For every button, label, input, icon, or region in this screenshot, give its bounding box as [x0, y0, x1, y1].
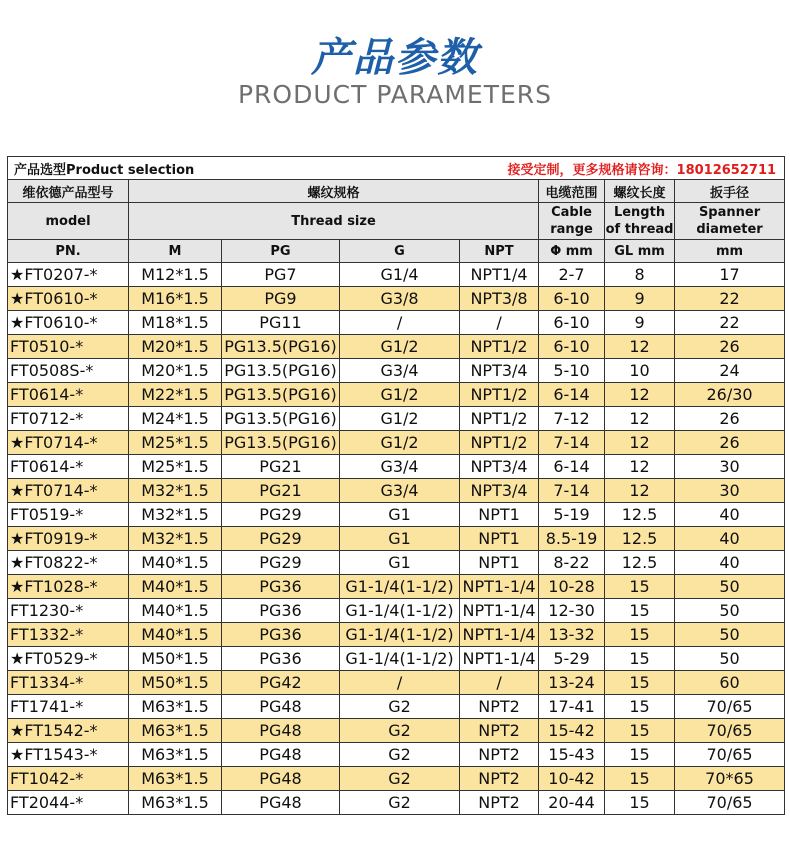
cell-pg: PG48 — [222, 743, 340, 767]
cell-m: M32*1.5 — [129, 527, 222, 551]
table-row — [8, 743, 785, 767]
header-m: M — [129, 240, 222, 263]
cell-cable: 5-19 — [539, 503, 605, 527]
header-length-cn: 螺纹长度 — [605, 180, 675, 203]
cell-cable: 6-14 — [539, 383, 605, 407]
cell-spanner: 22 — [675, 287, 785, 311]
table-row — [8, 671, 785, 695]
cell-spanner: 50 — [675, 575, 785, 599]
cell-gl: 12 — [605, 335, 675, 359]
cell-g: G3/4 — [340, 479, 460, 503]
cell-spanner: 40 — [675, 503, 785, 527]
selection-label: 产品选型Product selection — [8, 157, 460, 180]
cell-cable: 12-30 — [539, 599, 605, 623]
header-cable-unit: Φ mm — [539, 240, 605, 263]
cell-pn: ★FT0610-* — [8, 287, 129, 311]
cell-pn: ★FT0207-* — [8, 263, 129, 287]
table-row — [8, 431, 785, 455]
cell-spanner: 40 — [675, 527, 785, 551]
cell-pn: FT1042-* — [8, 767, 129, 791]
table-row — [8, 335, 785, 359]
cell-g: G3/4 — [340, 359, 460, 383]
cell-gl: 15 — [605, 791, 675, 815]
cell-cable: 6-10 — [539, 287, 605, 311]
cell-spanner: 22 — [675, 311, 785, 335]
cell-g: / — [340, 311, 460, 335]
table-row — [8, 503, 785, 527]
header-pn: PN. — [8, 240, 129, 263]
cell-g: G1-1/4(1-1/2) — [340, 647, 460, 671]
cell-spanner: 40 — [675, 551, 785, 575]
cell-pg: PG48 — [222, 791, 340, 815]
cell-g: G1/2 — [340, 383, 460, 407]
cell-m: M12*1.5 — [129, 263, 222, 287]
cell-pn: FT2044-* — [8, 791, 129, 815]
cell-pg: PG48 — [222, 767, 340, 791]
cell-spanner: 70/65 — [675, 743, 785, 767]
cell-cable: 7-14 — [539, 479, 605, 503]
cell-pg: PG9 — [222, 287, 340, 311]
cell-pg: PG29 — [222, 527, 340, 551]
cell-g: G2 — [340, 743, 460, 767]
cell-gl: 8 — [605, 263, 675, 287]
cell-pg: PG48 — [222, 695, 340, 719]
cell-pg: PG36 — [222, 599, 340, 623]
cell-g: G1-1/4(1-1/2) — [340, 599, 460, 623]
cell-gl: 15 — [605, 767, 675, 791]
cell-spanner: 70/65 — [675, 695, 785, 719]
cell-pg: PG13.5(PG16) — [222, 383, 340, 407]
cell-cable: 7-14 — [539, 431, 605, 455]
cell-m: M16*1.5 — [129, 287, 222, 311]
cell-spanner: 30 — [675, 479, 785, 503]
cell-cable: 6-10 — [539, 335, 605, 359]
cell-pn: FT0519-* — [8, 503, 129, 527]
cell-spanner: 30 — [675, 455, 785, 479]
cell-g: G3/4 — [340, 455, 460, 479]
header-g: G — [340, 240, 460, 263]
cell-npt: NPT1/4 — [460, 263, 539, 287]
cell-pn: FT0614-* — [8, 455, 129, 479]
cell-pn: ★FT0714-* — [8, 479, 129, 503]
cell-pg: PG13.5(PG16) — [222, 407, 340, 431]
cell-pg: PG42 — [222, 671, 340, 695]
table-row — [8, 551, 785, 575]
cell-spanner: 50 — [675, 599, 785, 623]
header-cable-cn: 电缆范围 — [539, 180, 605, 203]
cell-gl: 15 — [605, 695, 675, 719]
cell-cable: 6-10 — [539, 311, 605, 335]
cell-m: M63*1.5 — [129, 695, 222, 719]
table-row — [8, 599, 785, 623]
cell-cable: 13-24 — [539, 671, 605, 695]
cell-m: M63*1.5 — [129, 791, 222, 815]
cell-cable: 2-7 — [539, 263, 605, 287]
header-length-unit: GL mm — [605, 240, 675, 263]
cell-npt: NPT1-1/4 — [460, 575, 539, 599]
cell-pn: ★FT1028-* — [8, 575, 129, 599]
cell-g: G2 — [340, 767, 460, 791]
cell-m: M20*1.5 — [129, 335, 222, 359]
cell-gl: 12.5 — [605, 551, 675, 575]
table-row — [8, 407, 785, 431]
cell-pn: ★FT0822-* — [8, 551, 129, 575]
cell-pg: PG36 — [222, 647, 340, 671]
cell-gl: 12 — [605, 479, 675, 503]
cell-pg: PG36 — [222, 575, 340, 599]
cell-cable: 8.5-19 — [539, 527, 605, 551]
cell-gl: 12.5 — [605, 527, 675, 551]
table-row — [8, 575, 785, 599]
header-row-en — [8, 203, 785, 240]
cell-pg: PG13.5(PG16) — [222, 335, 340, 359]
cell-pn: FT1741-* — [8, 695, 129, 719]
cell-g: / — [340, 671, 460, 695]
cell-pn: FT1230-* — [8, 599, 129, 623]
cell-npt: NPT1 — [460, 503, 539, 527]
table-row — [8, 695, 785, 719]
cell-gl: 15 — [605, 743, 675, 767]
cell-m: M25*1.5 — [129, 455, 222, 479]
cell-npt: NPT2 — [460, 791, 539, 815]
cell-gl: 15 — [605, 671, 675, 695]
table-row — [8, 623, 785, 647]
page-title-cn: 产品参数 — [311, 35, 479, 81]
cell-pn: FT1334-* — [8, 671, 129, 695]
cell-g: G2 — [340, 695, 460, 719]
cell-npt: NPT3/4 — [460, 455, 539, 479]
cell-gl: 15 — [605, 623, 675, 647]
cell-gl: 10 — [605, 359, 675, 383]
cell-m: M63*1.5 — [129, 719, 222, 743]
table-row — [8, 479, 785, 503]
cell-m: M18*1.5 — [129, 311, 222, 335]
header-npt: NPT — [460, 240, 539, 263]
cell-m: M22*1.5 — [129, 383, 222, 407]
header-spanner-cn: 扳手径 — [675, 180, 785, 203]
cell-npt: NPT3/4 — [460, 479, 539, 503]
cell-spanner: 70/65 — [675, 719, 785, 743]
cell-m: M40*1.5 — [129, 599, 222, 623]
cell-g: G1-1/4(1-1/2) — [340, 623, 460, 647]
cell-spanner: 50 — [675, 647, 785, 671]
table-row — [8, 527, 785, 551]
cell-g: G2 — [340, 719, 460, 743]
cell-m: M20*1.5 — [129, 359, 222, 383]
cell-cable: 5-29 — [539, 647, 605, 671]
cell-g: G1/2 — [340, 335, 460, 359]
cell-gl: 15 — [605, 719, 675, 743]
header-row-cn — [8, 180, 785, 203]
contact-text: 接受定制，更多规格请咨询：18012652711 — [460, 157, 785, 180]
cell-g: G1/2 — [340, 407, 460, 431]
cell-npt: NPT1 — [460, 527, 539, 551]
cell-g: G1 — [340, 551, 460, 575]
cell-cable: 10-42 — [539, 767, 605, 791]
cell-cable: 13-32 — [539, 623, 605, 647]
cell-pn: ★FT0919-* — [8, 527, 129, 551]
cell-pg: PG13.5(PG16) — [222, 359, 340, 383]
cell-npt: NPT2 — [460, 743, 539, 767]
cell-m: M25*1.5 — [129, 431, 222, 455]
cell-cable: 8-22 — [539, 551, 605, 575]
cell-pg: PG36 — [222, 623, 340, 647]
cell-gl: 9 — [605, 311, 675, 335]
cell-npt: NPT1/2 — [460, 431, 539, 455]
header-model: model — [8, 203, 129, 240]
cell-pg: PG48 — [222, 719, 340, 743]
table-row — [8, 263, 785, 287]
cell-g: G1/4 — [340, 263, 460, 287]
product-parameters-table — [7, 156, 785, 815]
cell-m: M63*1.5 — [129, 767, 222, 791]
cell-spanner: 70*65 — [675, 767, 785, 791]
cell-pn: ★FT1542-* — [8, 719, 129, 743]
cell-pn: FT0510-* — [8, 335, 129, 359]
cell-cable: 7-12 — [539, 407, 605, 431]
cell-g: G1-1/4(1-1/2) — [340, 575, 460, 599]
header-spanner-unit: mm — [675, 240, 785, 263]
cell-cable: 5-10 — [539, 359, 605, 383]
cell-spanner: 26 — [675, 407, 785, 431]
selection-row — [8, 157, 785, 180]
cell-npt: NPT1/2 — [460, 335, 539, 359]
cell-g: G2 — [340, 791, 460, 815]
cell-pg: PG21 — [222, 455, 340, 479]
table-row — [8, 647, 785, 671]
cell-pg: PG29 — [222, 503, 340, 527]
cell-cable: 10-28 — [539, 575, 605, 599]
cell-npt: NPT1/2 — [460, 383, 539, 407]
cell-gl: 9 — [605, 287, 675, 311]
table-row — [8, 311, 785, 335]
cell-pn: ★FT0714-* — [8, 431, 129, 455]
header-model-cn: 维依德产品型号 — [8, 180, 129, 203]
cell-npt: / — [460, 311, 539, 335]
header-row-units — [8, 240, 785, 263]
cell-m: M24*1.5 — [129, 407, 222, 431]
cell-pg: PG7 — [222, 263, 340, 287]
table-row — [8, 455, 785, 479]
page-title-en: PRODUCT PARAMETERS — [237, 80, 553, 109]
cell-m: M32*1.5 — [129, 479, 222, 503]
cell-gl: 15 — [605, 599, 675, 623]
cell-g: G1 — [340, 503, 460, 527]
cell-pn: FT0712-* — [8, 407, 129, 431]
cell-npt: NPT3/8 — [460, 287, 539, 311]
cell-pn: ★FT0529-* — [8, 647, 129, 671]
cell-m: M50*1.5 — [129, 671, 222, 695]
header-cable: Cable range — [539, 203, 605, 240]
cell-g: G3/8 — [340, 287, 460, 311]
cell-gl: 12.5 — [605, 503, 675, 527]
cell-cable: 15-43 — [539, 743, 605, 767]
cell-spanner: 70/65 — [675, 791, 785, 815]
cell-g: G1 — [340, 527, 460, 551]
header-thread: Thread size — [129, 203, 539, 240]
cell-m: M40*1.5 — [129, 575, 222, 599]
cell-cable: 15-42 — [539, 719, 605, 743]
cell-spanner: 60 — [675, 671, 785, 695]
cell-m: M50*1.5 — [129, 647, 222, 671]
cell-npt: NPT1-1/4 — [460, 647, 539, 671]
table-row — [8, 791, 785, 815]
cell-m: M40*1.5 — [129, 623, 222, 647]
cell-spanner: 24 — [675, 359, 785, 383]
table-row — [8, 767, 785, 791]
cell-npt: NPT2 — [460, 767, 539, 791]
header-spanner: Spanner diameter — [675, 203, 785, 240]
cell-gl: 12 — [605, 407, 675, 431]
cell-pn: ★FT1543-* — [8, 743, 129, 767]
cell-pg: PG21 — [222, 479, 340, 503]
cell-npt: NPT2 — [460, 719, 539, 743]
cell-npt: NPT1-1/4 — [460, 623, 539, 647]
cell-cable: 6-14 — [539, 455, 605, 479]
cell-g: G1/2 — [340, 431, 460, 455]
cell-cable: 20-44 — [539, 791, 605, 815]
cell-m: M32*1.5 — [129, 503, 222, 527]
cell-pn: FT1332-* — [8, 623, 129, 647]
table-row — [8, 383, 785, 407]
cell-pg: PG29 — [222, 551, 340, 575]
cell-pn: ★FT0610-* — [8, 311, 129, 335]
cell-spanner: 26/30 — [675, 383, 785, 407]
cell-spanner: 26 — [675, 431, 785, 455]
cell-npt: NPT1 — [460, 551, 539, 575]
cell-gl: 12 — [605, 431, 675, 455]
cell-pn: FT0614-* — [8, 383, 129, 407]
cell-cable: 17-41 — [539, 695, 605, 719]
cell-pg: PG11 — [222, 311, 340, 335]
cell-spanner: 26 — [675, 335, 785, 359]
cell-spanner: 17 — [675, 263, 785, 287]
header-thread-cn: 螺纹规格 — [129, 180, 539, 203]
table-row — [8, 359, 785, 383]
cell-npt: NPT1/2 — [460, 407, 539, 431]
header-length: Length of thread — [605, 203, 675, 240]
cell-pg: PG13.5(PG16) — [222, 431, 340, 455]
cell-npt: / — [460, 671, 539, 695]
cell-npt: NPT3/4 — [460, 359, 539, 383]
table-row — [8, 287, 785, 311]
cell-gl: 15 — [605, 575, 675, 599]
cell-spanner: 50 — [675, 623, 785, 647]
cell-m: M40*1.5 — [129, 551, 222, 575]
cell-npt: NPT1-1/4 — [460, 599, 539, 623]
cell-gl: 12 — [605, 383, 675, 407]
cell-gl: 12 — [605, 455, 675, 479]
cell-pn: FT0508S-* — [8, 359, 129, 383]
cell-m: M63*1.5 — [129, 743, 222, 767]
cell-gl: 15 — [605, 647, 675, 671]
header-pg: PG — [222, 240, 340, 263]
table-row — [8, 719, 785, 743]
cell-npt: NPT2 — [460, 695, 539, 719]
